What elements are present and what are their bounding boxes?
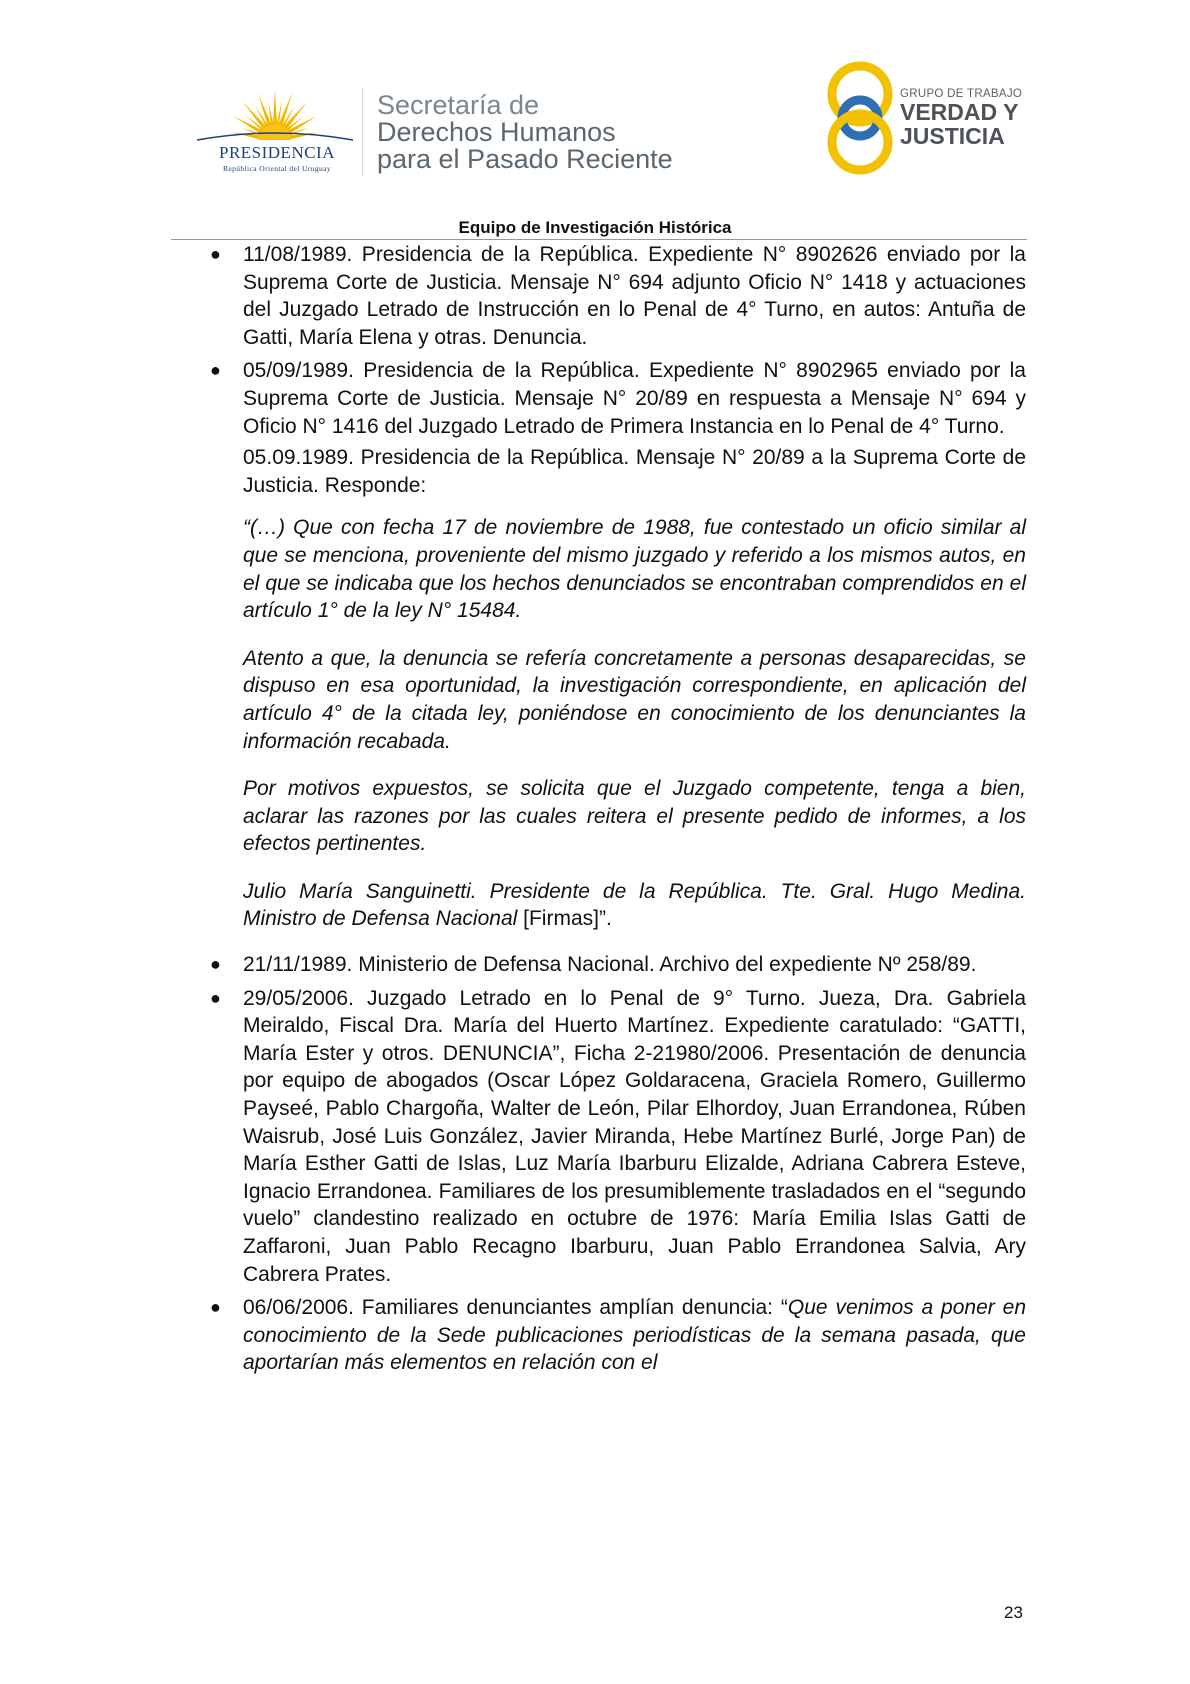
bullet-icon: ● [210,954,221,975]
quote-paragraph: Atento a que, la denuncia se refería concretamente a personas desaparecidas, se dispuso en esa oportunidad, la investigación correspondiente, en aplicación del artículo 4° de la citada ley, poniéndose en conocimiento de los denunciantes la información recabada. [243,646,1026,753]
signature-italic: Julio María Sanguinetti. Presidente de la República. Tte. Gral. Hugo Medina. Ministro de Defensa Nacional [243,879,1026,931]
entry-normal: 06/06/2006. Familiares denunciantes amplían denuncia: “ [243,1296,788,1320]
secretaria-line1: Secretaría de [377,90,540,120]
quote-paragraph: Por motivos expuestos, se solicita que el Juzgado competente, tenga a bien, aclarar las razones por las cuales reitera el presente pedido de informes, a los efectos pertinentes. [243,777,1026,856]
entry-text: 21/11/1989. Ministerio de Defensa Nacional. Archivo del expediente Nº 258/89. [243,953,977,977]
presidencia-subtitle: República Oriental del Uruguay [222,164,331,173]
entry-text: 11/08/1989. Presidencia de la República. Expediente N° 8902626 enviado por la Suprema Corte de Justicia. Mensaje N° 694 adjunto Oficio N° 1418 y actuaciones del Juzgado Letrado de Instrucción en lo Penal de 4° Turno, en autos: Antuña de Gatti, María Elena y otras. Denuncia. [243,243,1026,349]
page-number: 23 [1004,1603,1023,1622]
secretaria-line3: para el Pasado Reciente [377,144,673,174]
list-item [210,951,1026,979]
secretaria-wordmark [377,92,673,173]
list-item [210,357,1026,933]
bullet-icon: ● [210,244,221,264]
signature-normal: [Firmas]”. [523,907,612,931]
quote-signature [243,878,1026,933]
page-header [0,0,1190,250]
secretaria-line2: Derechos Humanos [377,117,616,147]
presidencia-wordmark [197,143,357,173]
entry-text: 29/05/2006. Juzgado Letrado en lo Penal de 9° Turno. Jueza, Dra. Gabriela Meiraldo, Fiscal Dra. María del Huerto Martínez. Expediente caratulado: “GATTI, María Ester y otros. DENUNCIA”, Ficha 2-21980/2006. Presentación de denuncia por equipo de abogados (Oscar López Goldaracena, Graciela Romero, Guillermo Payseé, Pablo Chargoña, Walter de León, Pilar Elhordoy, Juan Errandonea, Rúben Waisrub, José Luis González, Javier Miranda, Hebe Martínez Burlé, Jorge Pan) de María Esther Gatti de Islas, Luz María Ibarburu Elizalde, Adriana Cabrera Esteve, Ignacio Errandonea. Familiares de los presumiblemente trasladados en el “segundo vuelo” clandestino realizado en octubre de 1976: María Emilia Islas Gatti de Zaffaroni, Juan Pablo Recagno Ibarburu, Juan Pablo Errandonea Salvia, Ary Cabrera Prates. [243,986,1026,1286]
verdad-justicia-logo [820,56,900,178]
team-label: Equipo de Investigación Histórica [458,218,732,237]
quote-paragraph: “(…) Que con fecha 17 de noviembre de 1988, fue contestado un oficio similar al que se menciona, proveniente del mismo juzgado y referido a los mismos autos, en el que se indicaba que los hechos denunciados se encontraban comprendidos en el artículo 1° de la ley N° 15484. [243,516,1026,623]
header-rule [171,239,1027,240]
entry-text: 05/09/1989. Presidencia de la República. Expediente N° 8902965 enviado por la Suprema Corte de Justicia. Mensaje N° 20/89 en respuesta a Mensaje N° 694 y Oficio N° 1416 del Juzgado Letrado de Primera Instancia en lo Penal de 4° Turno. [243,359,1026,438]
document-body [210,241,1027,1383]
entry-text [243,1294,1026,1377]
header-divider [362,88,363,176]
presidencia-title: PRESIDENCIA [218,143,335,162]
list-item [210,1294,1027,1377]
list-item [210,241,1026,351]
entry-subparagraph: 05.09.1989. Presidencia de la República. Mensaje N° 20/89 a la Suprema Corte de Justicia. Responde: [243,446,1026,497]
grupo-line2: JUSTICIA [900,123,1005,149]
grupo-line1: VERDAD Y [900,99,1019,125]
bullet-icon: ● [210,1297,221,1318]
grupo-small: GRUPO DE TRABAJO [900,88,1023,100]
bullet-icon: ● [210,987,221,1008]
verdad-justicia-wordmark [900,88,1022,148]
entry-italic: Que venimos a poner en conocimiento de la Sede publicaciones periodísticas de la semana pasada, que aportarían más elementos en relación con el [243,1296,1027,1375]
list-item [210,985,1026,1289]
bullet-icon: ● [210,360,221,381]
